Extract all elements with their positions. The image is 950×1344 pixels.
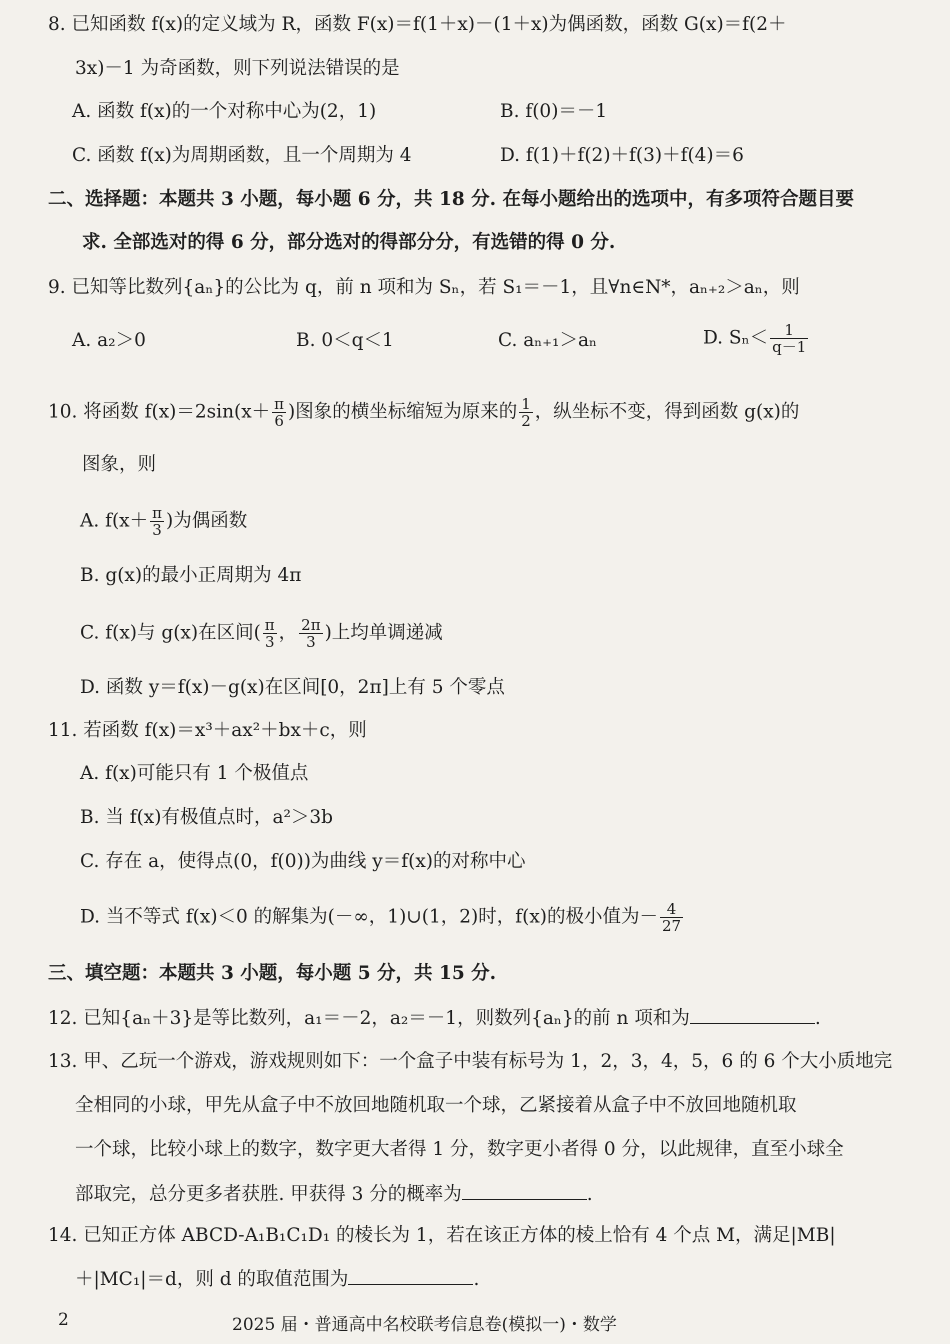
q8-option-a: A. 函数 f(x)的一个对称中心为(2，1) (72, 101, 377, 122)
page-number: 2 (58, 1310, 69, 1330)
q12-stem (48, 1005, 908, 1032)
q11-option-c: C. 存在 a，使得点(0，f(0))为曲线 y＝f(x)的对称中心 (80, 851, 526, 872)
q13-stem-line3: 一个球，比较小球上的数字，数字更大者得 1 分，数字更小者得 0 分，以此规律，直至小球全 (75, 1139, 844, 1160)
fraction-numerator: 1 (770, 322, 808, 339)
q11-stem: 11. 若函数 f(x)＝x³＋ax²＋bx＋c，则 (48, 720, 367, 741)
q10-one-half (519, 396, 533, 429)
q14-answer-blank[interactable] (348, 1266, 473, 1285)
q10-option-a (80, 505, 247, 538)
q13-answer-blank[interactable] (462, 1181, 587, 1200)
q10-stem-line2: 图象，则 (82, 454, 157, 475)
q10-option-c-suffix: )上均单调递减 (324, 622, 443, 644)
q8-option-c: C. 函数 f(x)为周期函数，且一个周期为 4 (72, 145, 412, 166)
q10-option-c-prefix: C. f(x)与 g(x)在区间( (80, 622, 261, 644)
q12-period: . (814, 1008, 821, 1029)
q11-option-b: B. 当 f(x)有极值点时，a²＞3b (80, 807, 334, 828)
q13-period: . (586, 1184, 593, 1205)
fraction-numerator: 1 (521, 395, 531, 413)
fraction-denominator: 27 (662, 917, 682, 935)
q10-pi-over-6 (272, 396, 286, 429)
section3-heading: 三、填空题：本题共 3 小题，每小题 5 分，共 15 分. (48, 963, 497, 984)
q13-stem-line2: 全相同的小球，甲先从盒子中不放回地随机取一个球，乙紧接着从盒子中不放回地随机取 (75, 1095, 797, 1116)
q8-option-b: B. f(0)＝－1 (500, 101, 608, 122)
fraction-denominator: 3 (152, 521, 162, 539)
q12-text: 12. 已知{aₙ＋3}是等比数列，a₁＝－2，a₂＝－1，则数列{aₙ}的前 n 项和为 (48, 1008, 690, 1029)
fraction-denominator: 3 (306, 633, 316, 651)
q14-period: . (473, 1269, 480, 1290)
fraction-numerator: π (274, 395, 285, 413)
q8-option-d: D. f(1)＋f(2)＋f(3)＋f(4)＝6 (500, 145, 744, 166)
q14-stem-line1: 14. 已知正方体 ABCD-A₁B₁C₁D₁ 的棱长为 1，若在该正方体的棱上恰有 4 个点 M，满足|MB| (48, 1225, 836, 1246)
q8-stem-line1: 8. 已知函数 f(x)的定义域为 R，函数 F(x)＝f(1＋x)－(1＋x)为偶函数，函数 G(x)＝f(2＋ (48, 14, 787, 35)
q13-stem-line1: 13. 甲、乙玩一个游戏，游戏规则如下：一个盒子中装有标号为 1，2，3，4，5，6 的 6 个大小质地完 (48, 1051, 893, 1072)
q11-option-d-fraction (660, 901, 683, 934)
q9-option-b: B. 0＜q＜1 (296, 330, 394, 351)
q12-answer-blank[interactable] (690, 1005, 815, 1024)
fraction-denominator: 2 (521, 412, 531, 430)
fraction-denominator: 6 (274, 412, 284, 430)
q10-option-b: B. g(x)的最小正周期为 4π (80, 565, 302, 586)
section2-heading-line2: 求. 全部选对的得 6 分，部分选对的得部分分，有选错的得 0 分. (82, 232, 616, 253)
q10-option-d: D. 函数 y＝f(x)－g(x)在区间[0，2π]上有 5 个零点 (80, 677, 505, 698)
fraction-denominator: 3 (264, 633, 275, 651)
q10-option-a-suffix: )为偶函数 (165, 510, 248, 532)
section2-heading-line1: 二、选择题：本题共 3 小题，每小题 6 分，共 18 分. 在每小题给出的选项中，有多项符合题目要 (48, 189, 855, 210)
q9-stem: 9. 已知等比数列{aₙ}的公比为 q，前 n 项和为 Sₙ，若 S₁＝－1，且∀n∈N*，aₙ₊₂＞aₙ，则 (48, 277, 800, 298)
q9-option-d-prefix: D. Sₙ＜ (703, 327, 769, 349)
q10-stem-part2: )图象的横坐标缩短为原来的 (288, 401, 518, 423)
q10-stem-part1: 10. 将函数 f(x)＝2sin(x＋ (48, 401, 271, 423)
q9-option-d-fraction (770, 322, 808, 355)
q11-option-d (80, 901, 685, 934)
q8-stem-line2: 3x)－1 为奇函数，则下列说法错误的是 (75, 58, 400, 79)
q10-option-a-prefix: A. f(x＋ (80, 510, 149, 532)
fraction-numerator: π (264, 616, 275, 634)
fraction-numerator: 4 (660, 901, 683, 918)
q9-option-c: C. aₙ₊₁＞aₙ (498, 330, 598, 351)
fraction-numerator: π (152, 504, 162, 522)
q14-stem-line2 (75, 1266, 935, 1293)
fraction-denominator: q－1 (772, 338, 807, 356)
q10-option-c: C. f(x)与 g(x)在区间( $\frac{\pi}{3}$ ， $\frac{2\pi}{3}$ )上均单调递减 (80, 616, 443, 651)
q11-option-d-prefix: D. 当不等式 f(x)＜0 的解集为(－∞，1)∪(1，2)时，f(x)的极小值为－ (80, 906, 658, 928)
q10-pi-over-3 (150, 505, 164, 538)
q10-interval-right (299, 617, 322, 650)
q14-text: ＋|MC₁|＝d，则 d 的取值范围为 (75, 1269, 349, 1290)
fraction-numerator: 2π (301, 616, 321, 634)
q13-text: 部取完，总分更多者获胜. 甲获得 3 分的概率为 (75, 1184, 462, 1205)
q10-stem-part3: ，纵坐标不变，得到函数 g(x)的 (534, 401, 800, 423)
q9-option-a: A. a₂＞0 (72, 330, 146, 351)
q11-option-a: A. f(x)可能只有 1 个极值点 (80, 763, 309, 784)
page-footer-title: 2025 届・普通高中名校联考信息卷(模拟一)・数学 (232, 1315, 617, 1335)
q10-stem-line1 (48, 396, 908, 429)
q13-stem-line4 (75, 1181, 935, 1208)
q10-interval-left (263, 617, 277, 650)
q9-option-d (703, 322, 810, 355)
